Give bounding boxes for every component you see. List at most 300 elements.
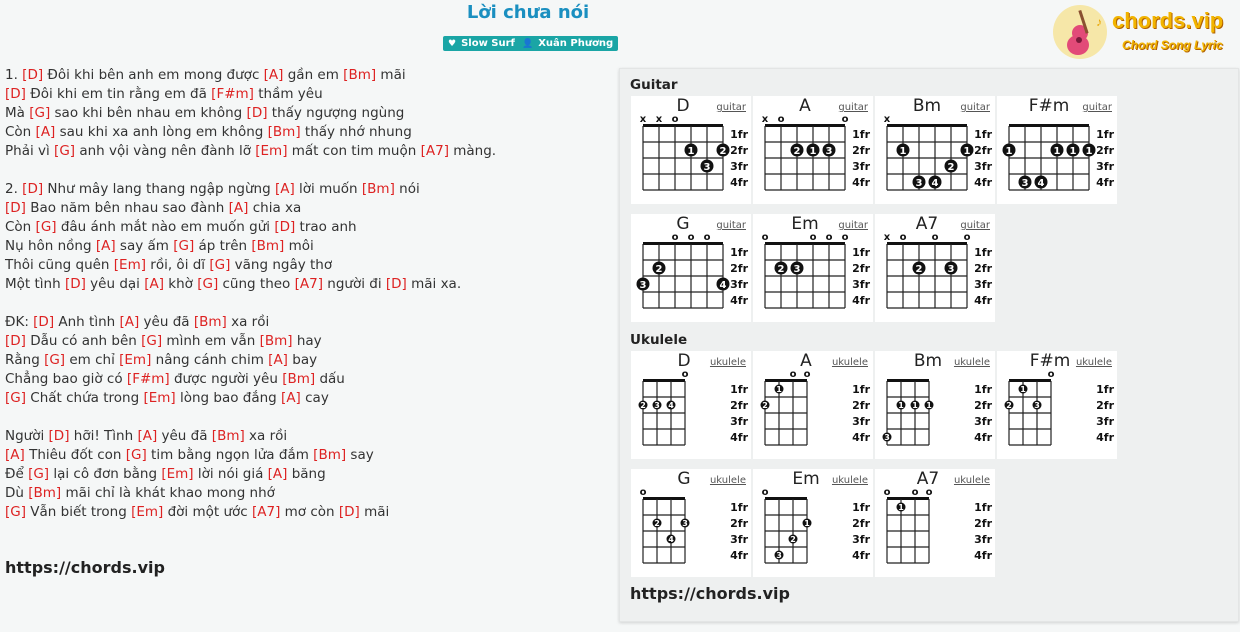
chord-token[interactable]: [G] — [173, 238, 195, 254]
chord-token[interactable]: [Em] — [161, 466, 194, 482]
finger-number: 3 — [915, 178, 923, 189]
chord-token[interactable]: [Em] — [119, 352, 152, 368]
chord-token[interactable]: [A] — [35, 124, 56, 140]
open-string-mark: o — [789, 369, 797, 380]
lyric-text: yêu đã — [139, 314, 194, 330]
lyric-text: người đi — [322, 276, 386, 292]
lyric-text: Đôi khi bên anh em mong được — [43, 67, 264, 83]
finger-number: 2 — [655, 264, 663, 275]
finger-number: 4 — [1037, 178, 1045, 189]
fret-label: 3fr — [852, 533, 870, 546]
user-icon: 👤 — [522, 39, 534, 49]
lyric-line — [5, 351, 610, 370]
lyric-text: Còn — [5, 219, 36, 235]
fret-label: 4fr — [974, 431, 992, 444]
chord-token[interactable]: [D] — [274, 219, 296, 235]
lyric-text: xa rồi — [244, 428, 288, 444]
finger-number: 4 — [931, 178, 939, 189]
chord-token[interactable]: [Bm] — [267, 124, 301, 140]
chord-type-link[interactable]: guitar — [960, 220, 990, 231]
finger-number: 1 — [899, 146, 907, 157]
chord-type-link[interactable]: ukulele — [953, 475, 990, 486]
open-string-mark: o — [671, 232, 679, 243]
chord-token[interactable]: [G] — [44, 352, 66, 368]
muted-string-mark: x — [655, 114, 663, 125]
chord-name: A — [800, 351, 812, 371]
chord-token[interactable]: [Em] — [255, 143, 288, 159]
nut-line — [643, 242, 723, 245]
chord-name: A7 — [916, 469, 940, 489]
lyric-text: anh vội vàng nên đành lỡ — [75, 143, 256, 159]
fret-label: 1fr — [974, 501, 992, 514]
open-string-mark: o — [761, 232, 769, 243]
chord-token[interactable]: [Bm] — [251, 238, 285, 254]
fret-label: 2fr — [730, 399, 748, 412]
guitar-section-title: Guitar — [630, 77, 678, 93]
lyric-text: mình em vẫn — [162, 333, 260, 349]
open-string-mark: o — [899, 232, 907, 243]
lyric-line — [5, 427, 610, 446]
open-string-mark: o — [671, 114, 679, 125]
chord-token[interactable]: [F#m] — [126, 371, 170, 387]
lyric-text: say — [346, 447, 374, 463]
chord-token[interactable]: [A] — [263, 67, 284, 83]
lyric-line — [5, 332, 610, 351]
fret-label: 3fr — [730, 415, 748, 428]
chord-token[interactable]: [G] — [28, 466, 50, 482]
chord-token[interactable]: [D] — [338, 504, 360, 520]
chord-token[interactable]: [D] — [48, 428, 70, 444]
song-title: Lời chưa nói — [466, 2, 590, 23]
open-string-mark: o — [761, 487, 769, 498]
lyric-line — [5, 66, 610, 85]
lyrics-block — [5, 66, 610, 522]
finger-number: 1 — [1020, 385, 1026, 394]
chord-token[interactable]: [Bm] — [361, 181, 395, 197]
chord-token[interactable]: [Bm] — [28, 485, 62, 501]
ukulele-chord-card-bm[interactable] — [875, 351, 995, 459]
ukulele-section-title: Ukulele — [630, 332, 688, 348]
chord-token[interactable]: [Bm] — [193, 314, 227, 330]
chord-type-link[interactable]: ukulele — [831, 357, 868, 368]
lyric-text: gần em — [283, 67, 344, 83]
lyric-text: trao anh — [295, 219, 357, 235]
lyric-text: Vẫn biết trong — [26, 504, 132, 520]
finger-number: 2 — [654, 519, 660, 528]
finger-number: 1 — [912, 401, 918, 410]
fret-label: 1fr — [1096, 128, 1114, 141]
fret-label: 4fr — [730, 176, 748, 189]
guitar-chord-card-d[interactable] — [631, 96, 751, 204]
open-string-mark: o — [803, 369, 811, 380]
fret-label: 4fr — [730, 549, 748, 562]
finger-number: 3 — [825, 146, 833, 157]
chord-token[interactable]: [Em] — [143, 390, 176, 406]
chord-name: G — [676, 214, 690, 234]
chord-name: Em — [792, 469, 820, 489]
guitar-chord-card-em[interactable] — [753, 214, 873, 322]
chord-type-link[interactable]: guitar — [716, 220, 746, 231]
fret-label: 3fr — [974, 415, 992, 428]
lyric-text: lòng bao đắng — [175, 390, 282, 406]
open-string-mark: o — [681, 369, 689, 380]
lyric-text: Rằng — [5, 352, 45, 368]
finger-number: 1 — [804, 519, 810, 528]
fret-label: 2fr — [974, 144, 992, 157]
lyric-text: cũng theo — [218, 276, 295, 292]
nut-line — [887, 379, 929, 382]
lyric-text: yêu dại — [85, 276, 145, 292]
chord-token[interactable]: [D] — [385, 276, 407, 292]
fret-label: 2fr — [852, 517, 870, 530]
lyric-text: băng — [287, 466, 326, 482]
lyric-text: dấu — [315, 371, 345, 387]
lyric-text: cay — [300, 390, 329, 406]
finger-number: 2 — [640, 401, 646, 410]
finger-number: 2 — [719, 146, 727, 157]
fret-label: 2fr — [974, 399, 992, 412]
finger-number: 3 — [654, 401, 660, 410]
fret-label: 4fr — [974, 176, 992, 189]
open-string-mark: o — [639, 487, 647, 498]
chord-token[interactable]: [Bm] — [313, 447, 347, 463]
chord-token[interactable]: [F#m] — [211, 86, 254, 102]
chord-name: F#m — [1028, 96, 1070, 116]
open-string-mark: o — [809, 232, 817, 243]
chord-token[interactable]: [D] — [246, 105, 268, 121]
open-string-mark: o — [1047, 369, 1055, 380]
lyric-text: thấy nhớ nhung — [300, 124, 412, 140]
lyric-text: em chỉ — [65, 352, 120, 368]
lyric-line — [5, 161, 610, 180]
lyric-text: mất con tim muộn — [287, 143, 421, 159]
lyric-text: màng. — [448, 143, 497, 159]
lyric-text: nói — [394, 181, 420, 197]
finger-number: 3 — [1034, 401, 1040, 410]
chord-type-link[interactable]: guitar — [838, 102, 868, 113]
guitar-chord-card-bm[interactable] — [875, 96, 995, 204]
nut-line — [765, 379, 807, 382]
site-url[interactable]: https://chords.vip — [5, 558, 165, 577]
finger-number: 1 — [898, 503, 904, 512]
chord-token[interactable]: [A] — [281, 390, 301, 406]
lyric-text: sao khi bên nhau em không — [50, 105, 247, 121]
chord-token[interactable]: [D] — [64, 276, 86, 292]
lyric-text: Thiêu đốt con — [24, 447, 126, 463]
lyric-text: Dù — [5, 485, 29, 501]
lyric-text: lời nói giá — [193, 466, 268, 482]
chord-token[interactable]: [G] — [197, 276, 219, 292]
genre-tag[interactable] — [443, 36, 520, 51]
lyric-text: môi — [284, 238, 314, 254]
lyric-text: mãi — [359, 504, 390, 520]
fret-label: 1fr — [730, 246, 748, 259]
open-string-mark: o — [687, 232, 695, 243]
lyric-text: đời một ước — [163, 504, 252, 520]
chord-token[interactable]: [A] — [95, 238, 116, 254]
chord-token[interactable]: [G] — [5, 504, 26, 520]
finger-number: 3 — [703, 162, 711, 173]
open-string-mark: o — [911, 487, 919, 498]
lyric-line — [5, 503, 610, 522]
artist-tag[interactable] — [517, 36, 618, 51]
lyric-line — [5, 275, 610, 294]
finger-number: 1 — [1053, 146, 1061, 157]
finger-number: 3 — [793, 264, 801, 275]
finger-number: 2 — [1006, 401, 1012, 410]
ukulele-chord-card-a7[interactable] — [875, 469, 995, 577]
open-string-mark: o — [777, 114, 785, 125]
lyric-text: vãng ngây thơ — [230, 257, 333, 273]
finger-number: 1 — [898, 401, 904, 410]
fret-label: 2fr — [1096, 399, 1114, 412]
lyric-text: mơ còn — [280, 504, 339, 520]
chord-token[interactable]: [A] — [119, 314, 140, 330]
chord-token[interactable]: [G] — [35, 219, 57, 235]
finger-number: 3 — [776, 551, 782, 560]
chord-type-link[interactable]: guitar — [1082, 102, 1112, 113]
chord-name: A — [799, 96, 811, 116]
lyric-text: lời muốn — [294, 181, 362, 197]
chord-token[interactable]: [A] — [268, 352, 288, 368]
chord-type-link[interactable]: guitar — [838, 220, 868, 231]
finger-number: 1 — [776, 385, 782, 394]
chord-token[interactable]: [A] — [144, 276, 164, 292]
lyric-line — [5, 85, 610, 104]
lyric-line — [5, 123, 610, 142]
nut-line — [643, 379, 685, 382]
chord-type-link[interactable]: ukulele — [831, 475, 868, 486]
finger-number: 3 — [947, 264, 955, 275]
finger-number: 2 — [777, 264, 785, 275]
finger-number: 4 — [719, 280, 727, 291]
lyric-text: thấy ngượng ngùng — [267, 105, 405, 121]
chord-token[interactable]: [Bm] — [259, 333, 293, 349]
lyric-line — [5, 370, 610, 389]
lyric-text: Nụ hôn nồng — [5, 238, 96, 254]
fret-label: 2fr — [852, 399, 870, 412]
open-string-mark: o — [841, 114, 849, 125]
chord-token[interactable]: [A] — [137, 428, 158, 444]
lyric-text: chia xa — [248, 200, 302, 216]
site-logo[interactable] — [1052, 2, 1232, 60]
chord-type-link[interactable]: guitar — [960, 102, 990, 113]
lyric-text: Dẫu có anh bên — [25, 333, 142, 349]
fret-label: 3fr — [852, 415, 870, 428]
chord-token[interactable]: [D] — [5, 333, 26, 349]
lyric-text: bay — [287, 352, 318, 368]
lyric-text: ĐK: — [5, 314, 34, 330]
fret-label: 4fr — [852, 431, 870, 444]
nut-line — [887, 497, 929, 500]
page-header — [0, 0, 1240, 60]
lyric-text: say ấm — [115, 238, 174, 254]
fret-label: 3fr — [730, 533, 748, 546]
chord-name: Bm — [913, 351, 943, 371]
muted-string-mark: x — [761, 114, 769, 125]
guitar-chord-card-a7[interactable] — [875, 214, 995, 322]
chord-name: G — [677, 469, 691, 489]
genre-tag-label: Slow Surf — [461, 38, 515, 49]
chord-token[interactable]: [A] — [5, 447, 25, 463]
chord-token[interactable]: [Em] — [131, 504, 164, 520]
fret-label: 1fr — [1096, 383, 1114, 396]
lyric-text: Bao năm bên nhau sao đành — [25, 200, 229, 216]
fret-label: 4fr — [852, 549, 870, 562]
chord-token[interactable]: [D] — [22, 67, 44, 83]
fret-label: 3fr — [1096, 415, 1114, 428]
lyric-text: lại cô đơn bằng — [49, 466, 162, 482]
lyric-text: xa rồi — [226, 314, 270, 330]
lyric-text: mãi — [376, 67, 406, 83]
lyric-text: áp trên — [194, 238, 252, 254]
nut-line — [887, 124, 967, 127]
lyric-line — [5, 218, 610, 237]
finger-number: 4 — [668, 401, 674, 410]
fret-label: 4fr — [852, 176, 870, 189]
chord-token[interactable]: [D] — [33, 314, 55, 330]
lyric-line — [5, 180, 610, 199]
chord-token[interactable]: [G] — [141, 333, 163, 349]
chord-name: F#m — [1029, 351, 1071, 371]
finger-number: 1 — [687, 146, 695, 157]
lyric-text: đâu ánh mắt nào em muốn gửi — [56, 219, 275, 235]
lyric-text: sau khi xa anh lòng em không — [55, 124, 268, 140]
chord-token[interactable]: [A] — [267, 466, 288, 482]
guitar-chord-card-a[interactable] — [753, 96, 873, 204]
fret-label: 2fr — [974, 517, 992, 530]
lyric-line — [5, 237, 610, 256]
lyric-line — [5, 446, 610, 465]
chord-token[interactable]: [A] — [228, 200, 249, 216]
chord-token[interactable]: [A7] — [420, 143, 449, 159]
lyric-text: mãi xa. — [406, 276, 462, 292]
lyric-text: Đôi khi em tin rằng em đã — [25, 86, 212, 102]
fret-label: 1fr — [852, 246, 870, 259]
fret-label: 2fr — [852, 262, 870, 275]
chord-token[interactable]: [Bm] — [343, 67, 377, 83]
lyric-line — [5, 199, 610, 218]
finger-number: 4 — [668, 535, 674, 544]
open-string-mark: o — [925, 487, 933, 498]
artist-tag-label: Xuân Phương — [538, 38, 614, 49]
chord-name: Bm — [912, 96, 942, 116]
guitar-chord-card-fsharpm[interactable] — [997, 96, 1117, 204]
finger-number: 2 — [915, 264, 923, 275]
chord-token[interactable]: [G] — [5, 390, 26, 406]
lyric-text: Chất chứa trong — [26, 390, 144, 406]
fret-label: 4fr — [974, 294, 992, 307]
lyric-text: 2. — [5, 181, 23, 197]
chord-token[interactable]: [Bm] — [211, 428, 245, 444]
chord-type-link[interactable]: ukulele — [709, 475, 746, 486]
fret-label: 1fr — [852, 128, 870, 141]
guitar-chord-card-g[interactable] — [631, 214, 751, 322]
fret-label: 2fr — [730, 262, 748, 275]
ukulele-chord-card-g[interactable] — [631, 469, 751, 577]
chord-token[interactable]: [D] — [22, 181, 44, 197]
finger-number: 2 — [762, 401, 768, 410]
lyric-text: 1. — [5, 67, 23, 83]
finger-number: 2 — [947, 162, 955, 173]
open-string-mark: o — [825, 232, 833, 243]
chord-token[interactable]: [G] — [125, 447, 147, 463]
fret-label: 1fr — [852, 383, 870, 396]
chord-type-link[interactable]: ukulele — [1075, 357, 1112, 368]
fret-label: 1fr — [974, 246, 992, 259]
lyric-text: mãi chỉ là khát khao mong nhớ — [61, 485, 275, 501]
logo-tagline: Chord Song Lyric — [1122, 38, 1223, 52]
chord-type-link[interactable]: guitar — [716, 102, 746, 113]
fret-label: 2fr — [730, 144, 748, 157]
ukulele-chord-card-a[interactable] — [753, 351, 873, 459]
chord-token[interactable]: [D] — [5, 86, 26, 102]
fret-label: 3fr — [974, 533, 992, 546]
chord-panel — [619, 68, 1239, 622]
chord-token[interactable]: [Bm] — [282, 371, 316, 387]
lyric-line — [5, 294, 610, 313]
lyric-text: Như mây lang thang ngập ngừng — [43, 181, 275, 197]
lyric-text: rồi, ôi dĩ — [146, 257, 210, 273]
nut-line — [765, 242, 845, 245]
chord-name: Em — [791, 214, 819, 234]
finger-number: 2 — [790, 535, 796, 544]
lyric-line — [5, 256, 610, 275]
fret-label: 1fr — [974, 128, 992, 141]
ukulele-chord-card-em[interactable] — [753, 469, 873, 577]
finger-number: 1 — [809, 146, 817, 157]
lyric-line — [5, 142, 610, 161]
nut-line — [1009, 379, 1051, 382]
fret-label: 2fr — [1096, 144, 1114, 157]
chord-type-link[interactable]: ukulele — [709, 357, 746, 368]
chord-token[interactable]: [A7] — [252, 504, 281, 520]
lyric-text: tim bằng ngọn lửa đắm — [146, 447, 314, 463]
chord-token[interactable]: [G] — [209, 257, 231, 273]
chord-token[interactable]: [D] — [5, 200, 26, 216]
lyric-text: Người — [5, 428, 49, 444]
chord-name: A7 — [915, 214, 939, 234]
chord-token[interactable]: [A] — [274, 181, 295, 197]
finger-number: 3 — [682, 519, 688, 528]
chord-token[interactable]: [G] — [54, 143, 76, 159]
ukulele-chord-card-d[interactable] — [631, 351, 751, 459]
lyric-text: nâng cánh chim — [151, 352, 269, 368]
fret-label: 3fr — [974, 278, 992, 291]
chord-token[interactable]: [G] — [29, 105, 51, 121]
ukulele-chord-card-fsharpm[interactable] — [997, 351, 1117, 459]
panel-site-url[interactable]: https://chords.vip — [630, 584, 790, 603]
open-string-mark: o — [883, 487, 891, 498]
lyric-line — [5, 313, 610, 332]
muted-string-mark: x — [639, 114, 647, 125]
finger-number: 3 — [639, 280, 647, 291]
fret-label: 2fr — [852, 144, 870, 157]
fret-label: 4fr — [730, 294, 748, 307]
chord-type-link[interactable]: ukulele — [953, 357, 990, 368]
fret-label: 3fr — [852, 278, 870, 291]
lyric-text: yêu đã — [157, 428, 212, 444]
chord-token[interactable]: [Em] — [113, 257, 146, 273]
open-string-mark: o — [963, 232, 971, 243]
lyric-line — [5, 484, 610, 503]
finger-number: 3 — [1021, 178, 1029, 189]
lyric-line — [5, 465, 610, 484]
lyric-text: hỡi! Tình — [69, 428, 138, 444]
fret-label: 4fr — [1096, 431, 1114, 444]
chord-token[interactable]: [A7] — [294, 276, 323, 292]
fret-label: 3fr — [730, 278, 748, 291]
